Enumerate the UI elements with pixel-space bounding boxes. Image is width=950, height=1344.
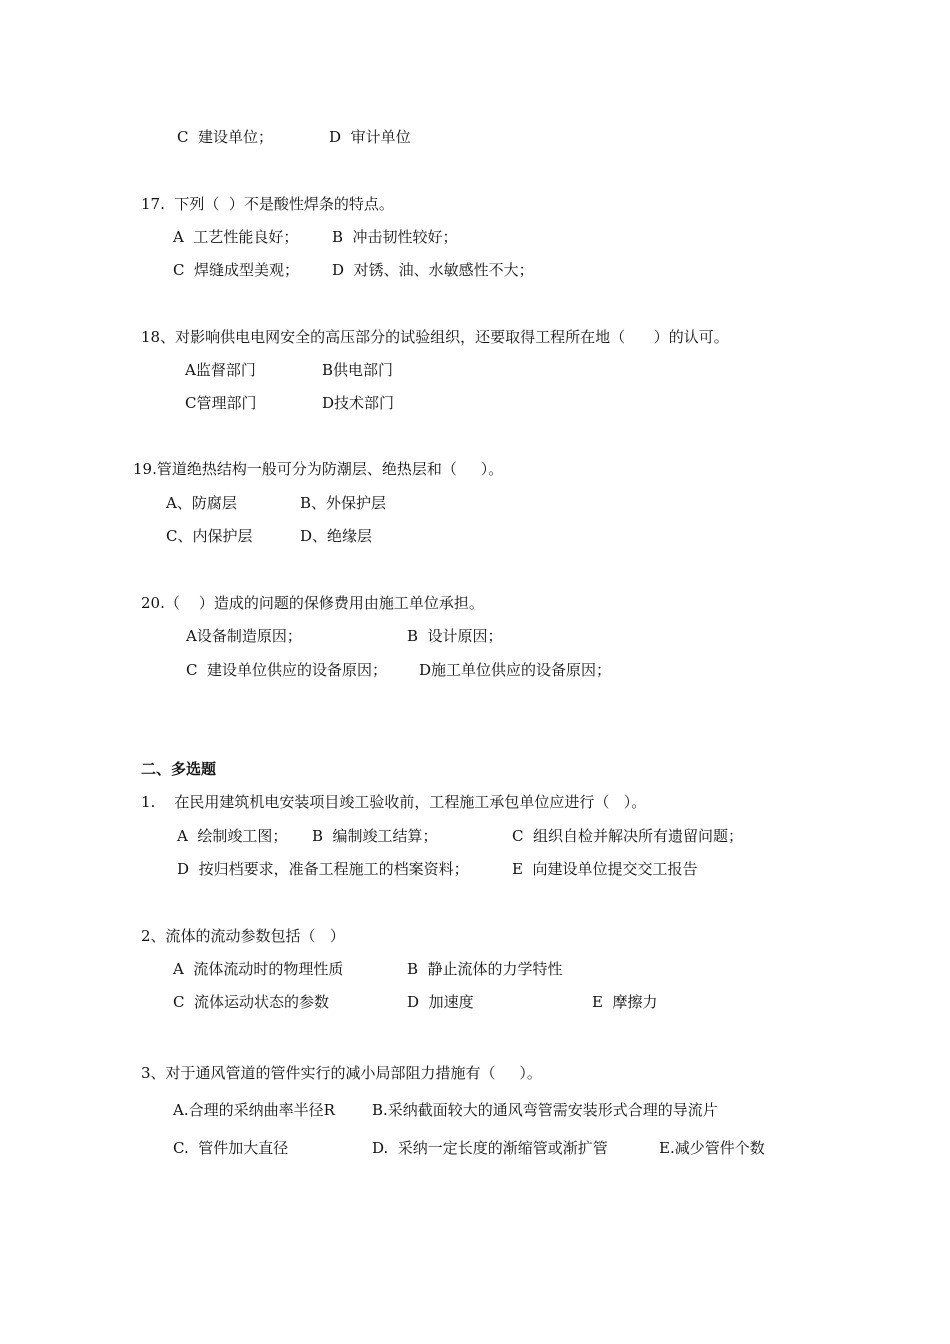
q20-option-b: B 设计原因；: [407, 627, 503, 645]
m3-option-a: A.合理的采纳曲率半径R: [173, 1101, 335, 1119]
q19-option-a: A、防腐层: [166, 494, 237, 512]
m1-option-c: C 组织自检并解决所有遗留问题；: [512, 827, 744, 845]
q17-stem: 17. 下列（ ）不是酸性焊条的特点。: [141, 195, 394, 213]
q19-option-c: C、内保护层: [166, 527, 253, 545]
q17-option-b: B 冲击韧性较好；: [332, 228, 458, 246]
m3-option-e: E.减少管件个数: [659, 1139, 765, 1157]
m1-option-a: A 绘制竣工图；: [177, 827, 288, 845]
q19-option-d: D、绝缘层: [300, 527, 373, 545]
q16-option-c: C 建设单位；: [177, 128, 274, 146]
m3-option-c: C. 管件加大直径: [173, 1139, 289, 1157]
m2-option-d: D 加速度: [407, 993, 474, 1011]
q20-option-d: D施工单位供应的设备原因；: [419, 661, 612, 679]
q20-option-a: A设备制造原因；: [186, 627, 302, 645]
m3-option-b: B.采纳截面较大的通风弯管需安装形式合理的导流片: [372, 1101, 718, 1119]
q17-option-d: D 对锈、油、水敏感性不大；: [332, 261, 534, 279]
q16-option-d: D 审计单位: [329, 128, 411, 146]
m3-stem: 3、对于通风管道的管件实行的减小局部阻力措施有（ ）。: [141, 1064, 542, 1082]
m1-option-b: B 编制竣工结算；: [312, 827, 438, 845]
q18-option-a: A监督部门: [185, 361, 256, 379]
q18-option-c: C管理部门: [185, 394, 257, 412]
m1-option-d: D 按归档要求，准备工程施工的档案资料；: [177, 860, 469, 878]
q18-option-b: B供电部门: [322, 361, 394, 379]
q20-option-c: C 建设单位供应的设备原因；: [186, 661, 388, 679]
q19-option-b: B、外保护层: [300, 494, 387, 512]
m2-option-b: B 静止流体的力学特性: [407, 960, 563, 978]
m2-option-a: A 流体流动时的物理性质: [173, 960, 344, 978]
m3-option-d: D. 采纳一定长度的渐缩管或渐扩管: [372, 1139, 608, 1157]
m1-stem: 1. 在民用建筑机电安装项目竣工验收前，工程施工承包单位应进行（ ）。: [141, 793, 647, 811]
q20-stem: 20.（ ）造成的问题的保修费用由施工单位承担。: [141, 594, 484, 612]
m1-option-e: E 向建设单位提交交工报告: [512, 860, 698, 878]
q18-option-d: D技术部门: [322, 394, 395, 412]
q18-stem: 18、对影响供电电网安全的高压部分的试验组织，还要取得工程所在地（ ）的认可。: [141, 328, 729, 346]
q17-option-a: A 工艺性能良好；: [173, 228, 299, 246]
m2-option-e: E 摩擦力: [592, 993, 658, 1011]
q17-option-c: C 焊缝成型美观；: [173, 261, 300, 279]
m2-option-c: C 流体运动状态的参数: [173, 993, 330, 1011]
section-title-multiple-choice: 二、多选题: [141, 760, 217, 778]
m2-stem: 2、流体的流动参数包括（ ）: [141, 927, 345, 945]
q19-stem: 19.管道绝热结构一般可分为防潮层、绝热层和（ ）。: [133, 460, 504, 478]
